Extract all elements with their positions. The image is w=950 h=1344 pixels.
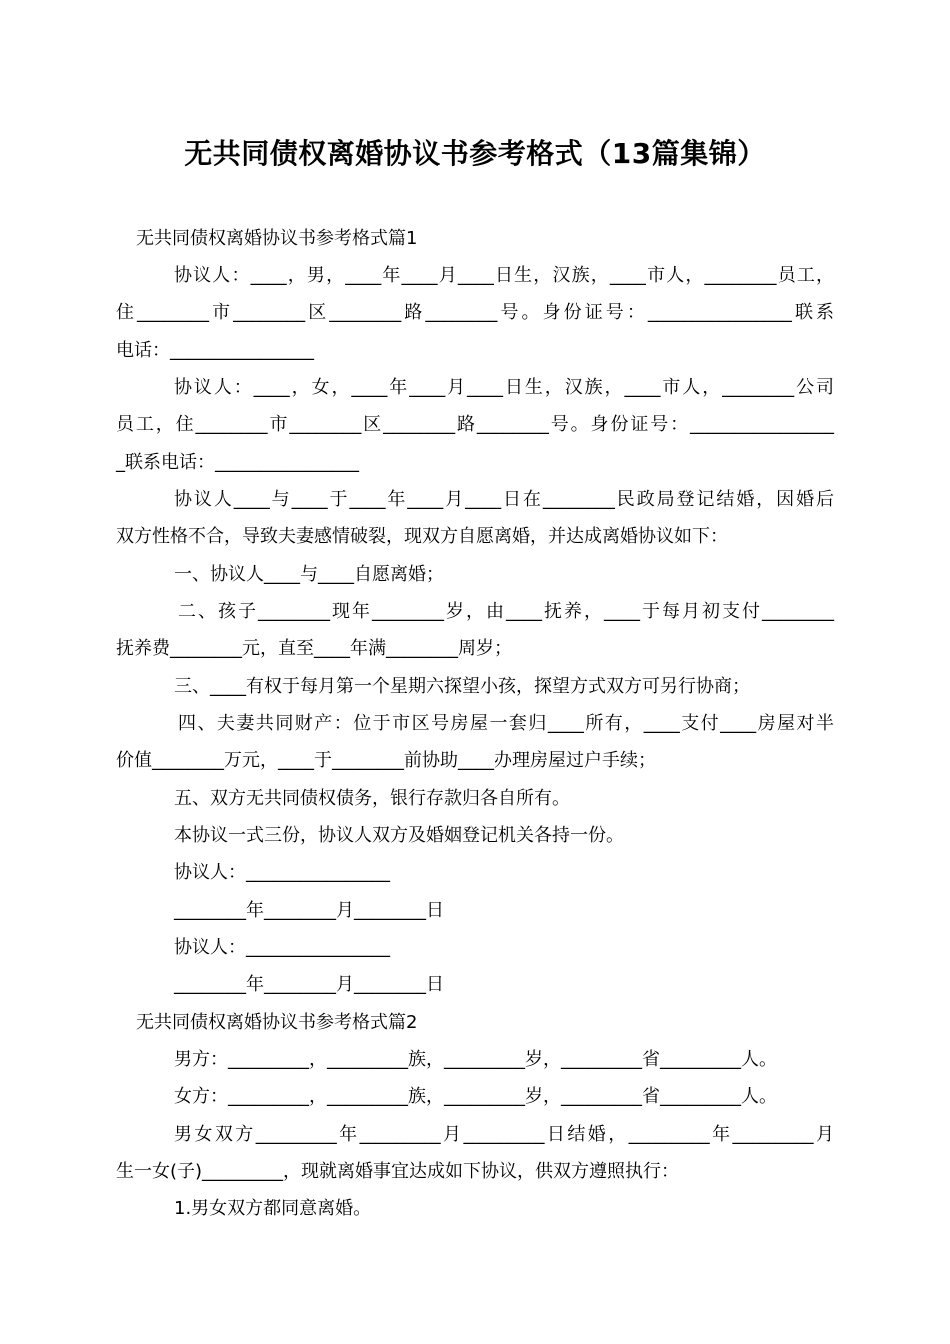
date-line: ________年________月________日 — [174, 974, 444, 995]
paragraph-line: _联系电话：________________ — [116, 452, 359, 473]
section-heading-1: 无共同债权离婚协议书参考格式篇1 — [136, 228, 418, 249]
clause-item: 1.男女双方都同意离婚。 — [174, 1198, 372, 1219]
paragraph-line: 协议人____与____于____年____月____日在________民政局登记结婚，因婚后 — [174, 489, 834, 510]
clause-1: 一、协议人____与____自愿离婚； — [174, 564, 444, 585]
paragraph-line: 价值________万元，____于________前协助____办理房屋过户手续； — [116, 750, 656, 771]
clause-5: 五、双方无共同债权债务，银行存款归各自所有。 — [174, 788, 570, 809]
copies-note: 本协议一式三份，协议人双方及婚姻登记机关各持一份。 — [174, 825, 624, 846]
paragraph-line: 女方：_________，_________族，_________岁，_________省_________人。 — [174, 1086, 777, 1107]
clause-4: 四、夫妻共同财产：位于市区号房屋一套归____所有，____支付____房屋对半 — [178, 713, 834, 734]
signature-line: 协议人：________________ — [174, 862, 390, 883]
paragraph-line: 协议人：____，男，____年____月____日生，汉族，____市人，________员工， — [174, 265, 834, 286]
date-line: ________年________月________日 — [174, 900, 444, 921]
paragraph-line: 员工，住________市________区________路________号。身份证号：________________ — [116, 414, 834, 435]
paragraph-line: 男女双方_________年_________月_________日结婚，_________年_________月 — [174, 1124, 834, 1145]
document-title: 无共同债权离婚协议书参考格式（13篇集锦） — [184, 137, 766, 170]
paragraph-line: 生一女(子)_________，现就离婚事宜达成如下协议，供双方遵照执行： — [116, 1161, 680, 1182]
signature-line: 协议人：________________ — [174, 937, 390, 958]
clause-2: 二、孩子________现年________岁，由____抚养，____于每月初支付________ — [178, 601, 834, 622]
paragraph-line: 抚养费________元，直至____年满________周岁； — [116, 638, 512, 659]
paragraph-line: 电话：________________ — [116, 340, 314, 361]
section-heading-2: 无共同债权离婚协议书参考格式篇2 — [136, 1012, 418, 1033]
paragraph-line: 男方：_________，_________族，_________岁，_________省_________人。 — [174, 1049, 777, 1070]
paragraph-line: 协议人：____，女，____年____月____日生，汉族，____市人，________公司 — [174, 377, 834, 398]
paragraph-line: 双方性格不合，导致夫妻感情破裂，现双方自愿离婚，并达成离婚协议如下： — [116, 526, 728, 547]
paragraph-line: 住________市________区________路________号。身份证号：________________联系 — [116, 302, 834, 323]
clause-3: 三、____有权于每月第一个星期六探望小孩，探望方式双方可另行协商； — [174, 676, 750, 697]
